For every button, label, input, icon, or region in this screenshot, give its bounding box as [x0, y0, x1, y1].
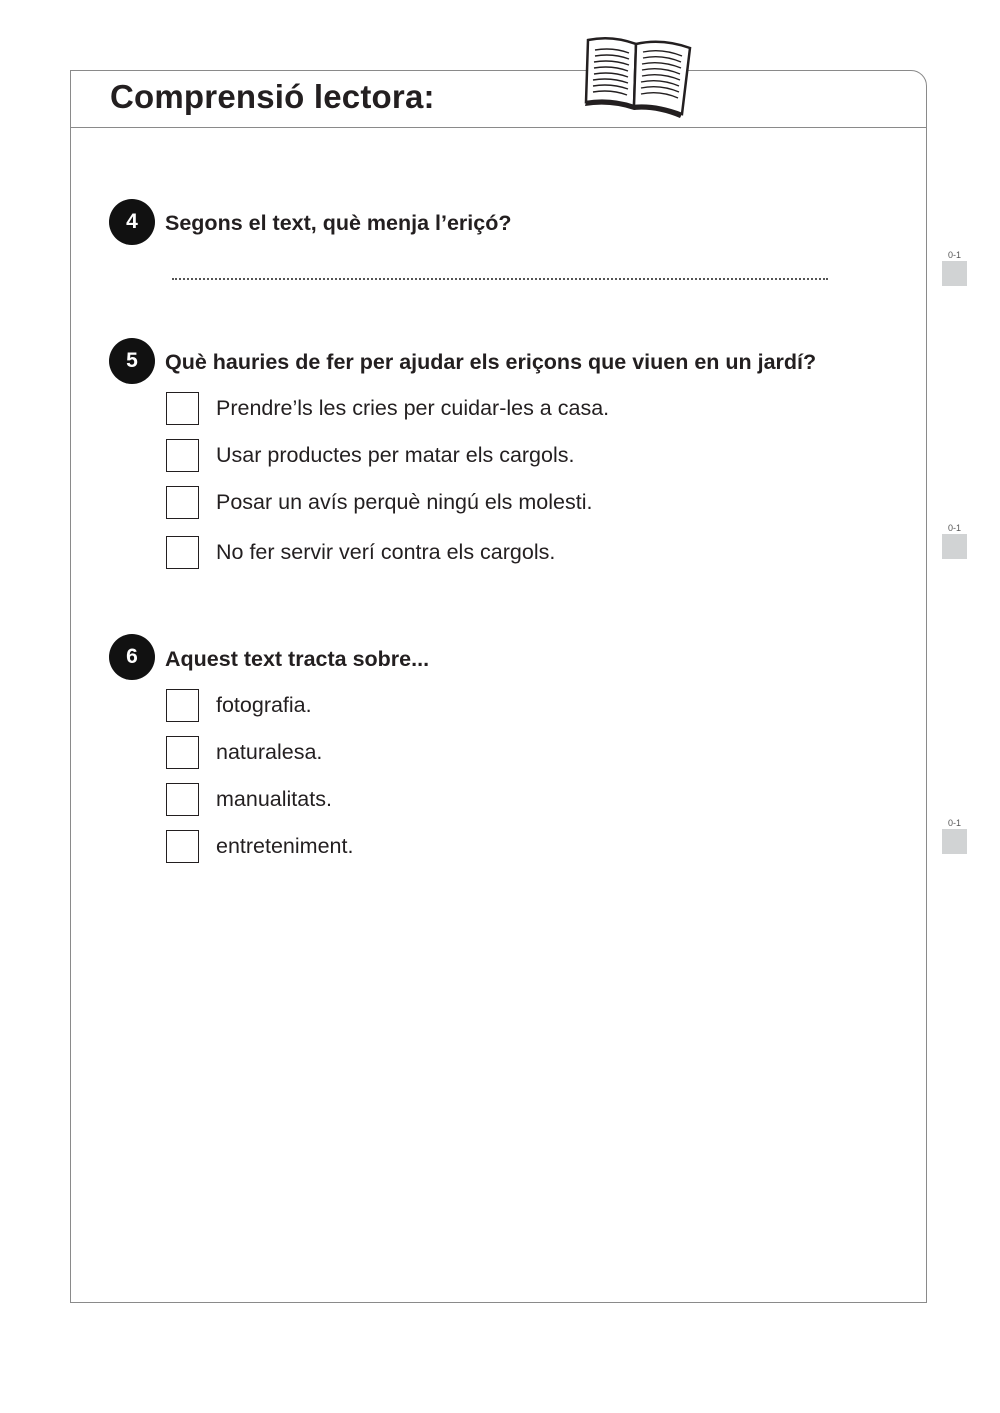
question-5-text: Què hauries de fer per ajudar els eriçons que viuen en un jardí?	[165, 350, 817, 374]
score-label: 0-1	[947, 250, 961, 260]
question-number-badge: 5	[109, 338, 155, 384]
answer-checkbox[interactable]	[166, 439, 199, 472]
page-title: Comprensió lectora:	[110, 78, 435, 115]
answer-line[interactable]	[172, 278, 828, 280]
option-row	[166, 438, 574, 472]
score-field	[942, 829, 967, 854]
option-label: naturalesa.	[216, 739, 323, 764]
question-6-text: Aquest text tracta sobre...	[165, 647, 430, 671]
answer-checkbox[interactable]	[166, 736, 199, 769]
option-row	[166, 535, 555, 569]
answer-checkbox[interactable]	[166, 689, 199, 722]
question-number-badge: 4	[109, 199, 155, 245]
option-label: No fer servir verí contra els cargols.	[216, 539, 556, 564]
score-label: 0-1	[947, 523, 961, 533]
score-box-q5	[942, 523, 967, 559]
worksheet-frame	[70, 70, 927, 1303]
option-label: Posar un avís perquè ningú els molesti.	[216, 489, 593, 514]
option-label: Usar productes per matar els cargols.	[216, 442, 575, 467]
option-row	[166, 688, 312, 722]
score-box-q6	[942, 818, 967, 854]
option-row	[166, 829, 353, 863]
answer-checkbox[interactable]	[166, 536, 199, 569]
option-row	[166, 391, 609, 425]
option-label: fotografia.	[216, 692, 312, 717]
answer-checkbox[interactable]	[166, 783, 199, 816]
header-divider	[70, 127, 927, 128]
score-field	[942, 534, 967, 559]
option-label: manualitats.	[216, 786, 332, 811]
answer-checkbox[interactable]	[166, 830, 199, 863]
option-row	[166, 485, 592, 519]
question-4-text: Segons el text, què menja l’eriçó?	[165, 211, 512, 235]
answer-checkbox[interactable]	[166, 486, 199, 519]
question-number-badge: 6	[109, 634, 155, 680]
option-row	[166, 782, 332, 816]
option-row	[166, 735, 322, 769]
option-label: Prendre’ls les cries per cuidar-les a casa.	[216, 395, 610, 420]
option-label: entreteniment.	[216, 833, 354, 858]
score-box-q4	[942, 250, 967, 286]
score-field	[942, 261, 967, 286]
open-book-icon	[582, 36, 694, 118]
score-label: 0-1	[947, 818, 961, 828]
answer-checkbox[interactable]	[166, 392, 199, 425]
